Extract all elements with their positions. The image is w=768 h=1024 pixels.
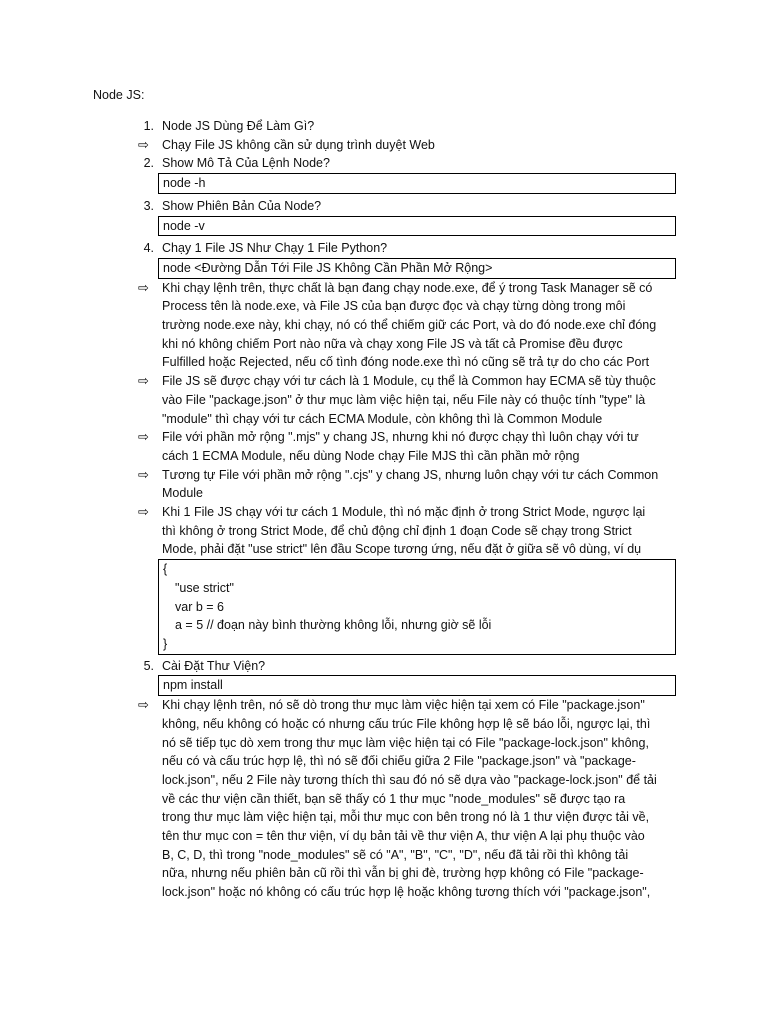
code-line: a = 5 // đoạn này bình thường không lỗi, nhưng giờ sẽ lỗi (175, 618, 492, 633)
document-heading: Node JS: (93, 88, 145, 102)
numbered-item-3 (138, 197, 683, 216)
answer-bullet (138, 136, 683, 155)
code-line: var b = 6 (175, 599, 224, 614)
answer-bullet (138, 279, 683, 373)
answer-line: trong thư mục làm việc hiện tại, mỗi thư mục con bên trong nó là 1 thư viện được tải về, (162, 810, 650, 825)
code-line: { (163, 562, 168, 577)
arrow-icon: ⇨ (138, 466, 149, 482)
arrow-icon: ⇨ (138, 429, 149, 445)
item-question: Cài Đặt Thư Viện? (162, 658, 266, 673)
answer-bullet (138, 696, 683, 902)
code-line: node -h (163, 176, 206, 191)
answer-bullet (138, 372, 683, 428)
numbered-item-4 (138, 239, 683, 258)
answer-line: vào File "package.json" ở thư mục làm việc hiện tại, nếu File này có thuộc tính "type" là (162, 392, 646, 407)
code-box (158, 258, 676, 279)
arrow-icon: ⇨ (138, 373, 149, 389)
answer-line: Khi 1 File JS chạy với tư cách 1 Module, thì nó mặc định ở trong Strict Mode, ngược lại (162, 505, 646, 520)
code-line: } (163, 636, 168, 651)
numbered-item-1 (138, 117, 683, 136)
answer-bullet (138, 428, 683, 465)
code-box (158, 173, 676, 194)
code-box (158, 675, 676, 696)
arrow-icon: ⇨ (138, 504, 149, 520)
item-number: 5. (143, 658, 154, 673)
item-question: Chạy 1 File JS Như Chạy 1 File Python? (162, 241, 388, 256)
arrow-icon: ⇨ (138, 279, 149, 295)
answer-line: thì không ở trong Strict Mode, để chủ động chỉ định 1 đoạn Code sẽ chạy trong Strict (162, 523, 632, 538)
answer-line: lock.json", nếu 2 File này tương thích thì sau đó nó sẽ dựa vào "package-lock.json" để tải (162, 772, 657, 787)
numbered-item-2 (138, 154, 683, 173)
answer-bullet (138, 466, 683, 503)
answer-line: "module" thì chạy với tư cách ECMA Module, còn không thì là Common Module (162, 411, 603, 426)
answer-line: cách 1 ECMA Module, nếu dùng Node chạy File MJS thì cần phần mở rộng (162, 448, 580, 463)
numbered-item-5 (138, 657, 683, 676)
code-line: node <Đường Dẫn Tới File JS Không Cần Phần Mở Rộng> (163, 260, 493, 275)
item-question: Show Phiên Bản Của Node? (162, 198, 322, 213)
item-number: 2. (143, 156, 154, 171)
answer-line: File với phần mở rộng ".mjs" y chang JS, nhưng khi nó được chạy thì luôn chạy với tư (162, 430, 639, 445)
answer-line: Mode, phải đặt "use strict" lên đầu Scope tương ứng, nếu đặt ở giữa sẽ vô dùng, ví dụ (162, 542, 642, 557)
answer-line: nữa, nhưng nếu phiên bản cũ rồi thì vẫn bị ghi đè, trường hợp không có File "package- (162, 866, 644, 881)
answer-line: lock.json" hoặc nó không có cấu trúc hợp lệ hoặc không tương thích với "package.json", (162, 885, 651, 900)
answer-line: không, nếu không có hoặc có nhưng cấu trúc File không hợp lệ sẽ báo lỗi, ngược lại, thì (162, 716, 651, 731)
item-number: 3. (143, 198, 154, 213)
item-question: Show Mô Tả Của Lệnh Node? (162, 156, 330, 171)
answer-line: Module (162, 486, 203, 501)
answer-line: nó sẽ tiếp tục dò xem trong thư mục làm việc hiện tại có File "package-lock.json" không, (162, 735, 649, 750)
answer-line: trường node.exe này, khi chạy, nó có thể chiếm giữ các Port, và do đó node.exe chỉ đóng (162, 318, 657, 333)
code-box (158, 216, 676, 237)
document-body (138, 117, 683, 902)
answer-line: về các thư viện cần thiết, bạn sẽ thấy có 1 thư mục "node_modules" sẽ được tạo ra (162, 791, 626, 806)
answer-line: Tương tự File với phần mở rộng ".cjs" y chang JS, nhưng luôn chạy với tư cách Common (162, 467, 659, 482)
answer-line: Khi chạy lệnh trên, nó sẽ dò trong thư mục làm việc hiện tại xem có File "package.json" (162, 698, 645, 713)
item-question: Node JS Dùng Để Làm Gì? (162, 119, 315, 133)
answer-line: Khi chạy lệnh trên, thực chất là bạn đang chạy node.exe, để ý trong Task Manager sẽ có (162, 280, 653, 295)
answer-line: File JS sẽ được chạy với tư cách là 1 Module, cụ thể là Common hay ECMA sẽ tùy thuộc (162, 374, 656, 389)
answer-line: nếu có và cấu trúc hợp lệ, thì nó sẽ đối chiếu giữa 2 File "package.json" và "package- (162, 754, 636, 769)
code-line: node -v (163, 218, 205, 233)
answer-text: Chạy File JS không cần sử dụng trình duyệt Web (162, 137, 435, 152)
code-box (158, 559, 676, 655)
answer-line: Fulfilled hoặc Rejected, nếu cố tình đóng node.exe thì nó cũng sẽ trả tự do cho các Port (162, 355, 650, 370)
arrow-icon: ⇨ (138, 136, 149, 152)
code-line: "use strict" (175, 580, 234, 595)
answer-line: khi nó không chiếm Port nào nữa và chạy xong File JS và tất cả Promise đều được (162, 336, 623, 351)
item-number: 4. (143, 241, 154, 256)
answer-line: B, C, D, thì trong "node_modules" sẽ có "A", "B", "C", "D", nếu đã tải rồi thì không tải (162, 847, 629, 862)
arrow-icon: ⇨ (138, 697, 149, 713)
answer-line: Process tên là node.exe, và File JS của bạn được đọc và chạy từng dòng trong môi (162, 299, 626, 314)
answer-bullet (138, 503, 683, 559)
code-line: npm install (163, 678, 223, 693)
item-number: 1. (143, 119, 154, 133)
answer-line: tên thư mục con = tên thư viện, ví dụ bản tải về thư viện A, thư viện A lại phụ thuộc vào (162, 829, 645, 844)
